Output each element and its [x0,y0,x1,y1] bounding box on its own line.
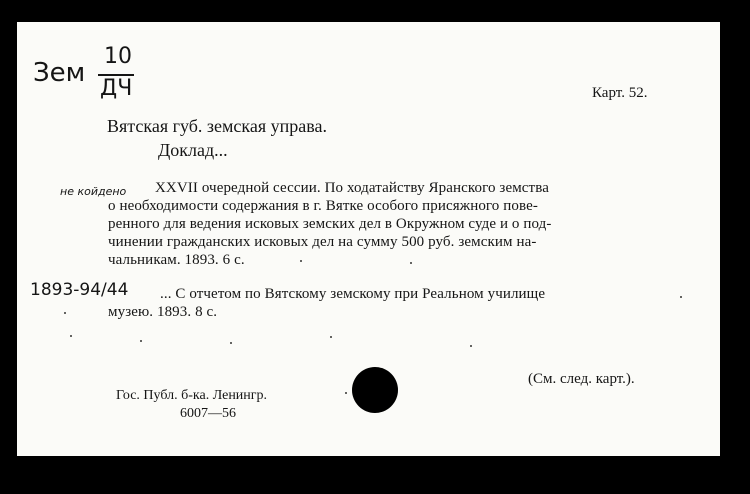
scan-speck [410,262,412,264]
scan-speck [345,392,347,394]
entry-2-line-1: ... С отчетом по Вятскому земскому при Реальном училище [160,286,546,302]
scan-speck [470,345,472,347]
scan-speck [140,340,142,342]
handwritten-category: Зем [33,58,86,88]
handwritten-date-note: 1893-94/44 [30,280,129,300]
document-type: Доклад... [158,140,228,160]
scan-speck [64,312,66,314]
entry-2-line-2: музею. 1893. 8 с. [108,304,218,320]
scan-speck [330,336,332,338]
entry-1-line-1: XXVII очередной сессии. По ходатайству Яранского земства [155,180,549,196]
handwritten-fraction-bottom: ДЧ [100,76,133,101]
scan-speck [300,260,302,262]
card-number: Карт. 52. [592,85,648,101]
handwritten-fraction-top: 10 [104,44,132,69]
entry-1-line-3: ренного для ведения исковых земских дел в Окружном суде и о под- [108,216,552,232]
library-stamp: Гос. Публ. б-ка. Ленингр. [116,388,268,403]
entry-1-line-5: чальникам. 1893. 6 с. [108,252,245,268]
library-code: 6007—56 [180,406,236,421]
entry-1-line-4: чинении гражданских исковых дел на сумму 500 руб. земским на- [108,234,537,250]
punch-hole [352,367,398,413]
organization-heading: Вятская губ. земская управа. [107,116,327,136]
scan-speck [70,335,72,337]
entry-1-line-2: о необходимости содержания в г. Вятке особого присяжного пове- [108,198,538,214]
continuation-note: (См. след. карт.). [528,371,635,387]
scan-speck [680,296,682,298]
handwritten-margin-note: не койдено [60,185,127,198]
scan-speck [230,342,232,344]
